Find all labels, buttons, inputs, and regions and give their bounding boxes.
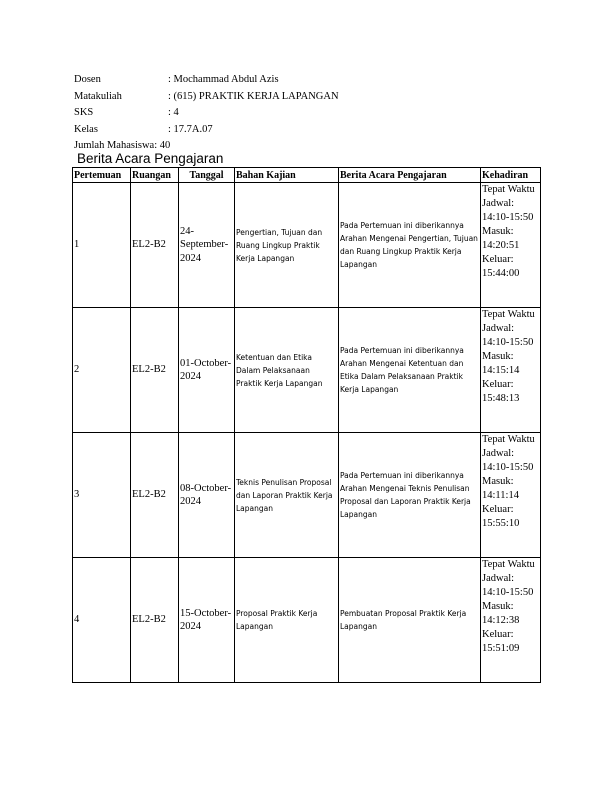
cell-tanggal: 24-September-2024: [179, 183, 235, 308]
header-berita-acara: Berita Acara Pengajaran: [339, 168, 481, 183]
cell-bahan-kajian: Teknis Penulisan Proposal dan Laporan Praktik Kerja Lapangan: [235, 433, 339, 558]
teaching-log-table: [72, 167, 541, 683]
info-label: SKS: [74, 107, 94, 118]
course-info: [74, 72, 339, 155]
cell-ruangan: EL2-B2: [131, 558, 179, 683]
info-value: : 4: [168, 107, 179, 118]
cell-ruangan: EL2-B2: [131, 183, 179, 308]
info-row-kelas: [74, 122, 339, 139]
info-label: Dosen: [74, 74, 101, 85]
cell-ruangan: EL2-B2: [131, 433, 179, 558]
table-row: [73, 308, 541, 433]
info-label: Matakuliah: [74, 90, 122, 102]
info-value: : (615) PRAKTIK KERJA LAPANGAN: [168, 90, 339, 102]
info-label: Jumlah Mahasiswa: [74, 140, 155, 151]
cell-tanggal: 01-October-2024: [179, 308, 235, 433]
cell-bahan-kajian: Proposal Praktik Kerja Lapangan: [235, 558, 339, 683]
table-row: [73, 183, 541, 308]
info-value: : Mochammad Abdul Azis: [168, 74, 279, 85]
info-value: : 40: [154, 140, 171, 151]
cell-ruangan: EL2-B2: [131, 308, 179, 433]
cell-kehadiran: Tepat Waktu Jadwal: 14:10-15:50 Masuk: 14:15:14 Keluar: 15:48:13: [481, 308, 541, 433]
cell-berita-acara: Pada Pertemuan ini diberikannya Arahan Mengenai Ketentuan dan Etika Dalam Pelaksanaan Praktik Kerja Lapangan: [339, 308, 481, 433]
table-row: [73, 433, 541, 558]
cell-tanggal: 15-October-2024: [179, 558, 235, 683]
cell-pertemuan: 4: [73, 558, 131, 683]
header-bahan-kajian: Bahan Kajian: [235, 168, 339, 183]
table-row: [73, 558, 541, 683]
header-tanggal: Tanggal: [179, 168, 235, 183]
cell-bahan-kajian: Pengertian, Tujuan dan Ruang Lingkup Praktik Kerja Lapangan: [235, 183, 339, 308]
cell-berita-acara: Pembuatan Proposal Praktik Kerja Lapangan: [339, 558, 481, 683]
cell-kehadiran: Tepat Waktu Jadwal: 14:10-15:50 Masuk: 14:12:38 Keluar: 15:51:09: [481, 558, 541, 683]
cell-tanggal: 08-October-2024: [179, 433, 235, 558]
info-row-matakuliah: [74, 89, 339, 106]
cell-pertemuan: 3: [73, 433, 131, 558]
header-pertemuan: Pertemuan: [73, 168, 131, 183]
cell-berita-acara: Pada Pertemuan ini diberikannya Arahan Mengenai Pengertian, Tujuan dan Ruang Lingkup Praktik Kerja Lapangan: [339, 183, 481, 308]
cell-pertemuan: 1: [73, 183, 131, 308]
cell-kehadiran: Tepat Waktu Jadwal: 14:10-15:50 Masuk: 14:11:14 Keluar: 15:55:10: [481, 433, 541, 558]
header-kehadiran: Kehadiran: [481, 168, 541, 183]
info-value: : 17.7A.07: [168, 123, 213, 135]
header-ruangan: Ruangan: [131, 168, 179, 183]
info-label: Kelas: [74, 123, 98, 135]
cell-pertemuan: 2: [73, 308, 131, 433]
table-header-row: [73, 168, 541, 183]
cell-kehadiran: Tepat Waktu Jadwal: 14:10-15:50 Masuk: 14:20:51 Keluar: 15:44:00: [481, 183, 541, 308]
info-row-sks: [74, 105, 339, 122]
cell-bahan-kajian: Ketentuan dan Etika Dalam Pelaksanaan Praktik Kerja Lapangan: [235, 308, 339, 433]
cell-berita-acara: Pada Pertemuan ini diberikannya Arahan Mengenai Teknis Penulisan Proposal dan Laporan Praktik Kerja Lapangan: [339, 433, 481, 558]
info-row-dosen: [74, 72, 339, 89]
section-title: Berita Acara Pengajaran: [77, 151, 224, 166]
